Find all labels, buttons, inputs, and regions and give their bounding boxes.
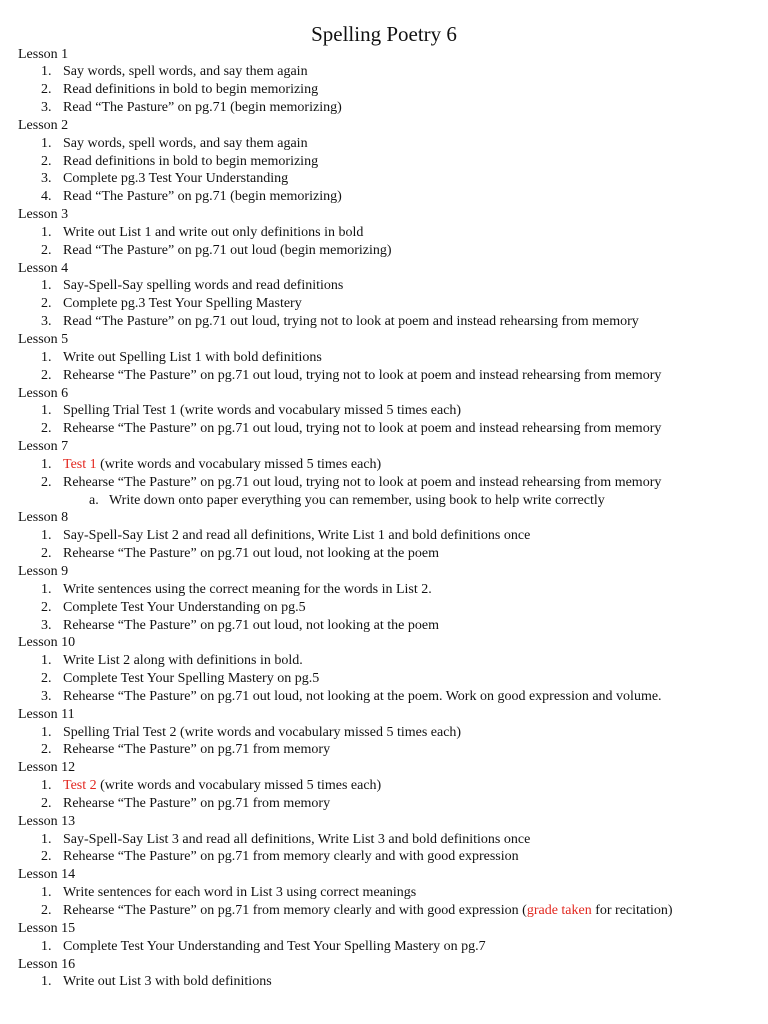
item-number: 1. xyxy=(41,778,52,794)
item-text-segment: Read definitions in bold to begin memorizing xyxy=(63,153,319,169)
lesson-item xyxy=(18,99,763,117)
lesson-heading: Lesson 7 xyxy=(18,439,69,455)
lesson-item xyxy=(18,242,763,260)
lesson-item xyxy=(18,545,763,563)
item-number: 1. xyxy=(41,938,52,954)
subitem-text: Write down onto paper everything you can remember, using book to help write correctly xyxy=(109,492,605,508)
item-text-segment: Rehearse “The Pasture” on pg.71 out loud, not looking at the poem xyxy=(63,546,439,562)
lesson-item xyxy=(18,456,763,474)
lesson-heading: Lesson 16 xyxy=(18,956,76,972)
item-number: 1. xyxy=(41,64,52,80)
item-text xyxy=(63,313,639,331)
item-text xyxy=(63,652,303,670)
lesson-heading: Lesson 11 xyxy=(18,706,75,722)
lesson-item xyxy=(18,474,763,492)
item-text-segment: (write words and vocabulary missed 5 times each) xyxy=(96,778,382,794)
lesson-item xyxy=(18,81,763,99)
item-number: 2. xyxy=(41,795,52,811)
lesson-heading: Lesson 3 xyxy=(18,207,69,223)
item-number: 1. xyxy=(41,278,52,294)
item-text xyxy=(63,295,302,313)
lesson-item xyxy=(18,313,763,331)
lesson-item xyxy=(18,224,763,242)
item-number: 1. xyxy=(41,349,52,365)
item-number: 3. xyxy=(41,314,52,330)
item-text-segment: Spelling Trial Test 1 (write words and vocabulary missed 5 times each) xyxy=(63,403,462,419)
item-text xyxy=(63,777,381,795)
item-text-segment: Read “The Pasture” on pg.71 out loud (begin memorizing) xyxy=(63,242,392,258)
item-number: 1. xyxy=(41,135,52,151)
item-text xyxy=(63,63,308,81)
lesson-subitem xyxy=(18,492,763,510)
item-text-segment: Rehearse “The Pasture” on pg.71 out loud, not looking at the poem xyxy=(63,617,439,633)
item-text-segment: Say-Spell-Say List 2 and read all definitions, Write List 1 and bold definitions once xyxy=(63,528,531,544)
item-text-segment: Rehearse “The Pasture” on pg.71 from memory clearly and with good expression ( xyxy=(63,903,527,918)
item-text-segment: Read “The Pasture” on pg.71 (begin memorizing) xyxy=(63,100,342,116)
item-text xyxy=(63,367,661,385)
lesson-item xyxy=(18,170,763,188)
lesson-item xyxy=(18,973,763,991)
lesson-plan xyxy=(18,46,763,992)
item-text xyxy=(63,902,673,920)
item-text xyxy=(63,170,288,188)
item-number: 2. xyxy=(41,599,52,615)
lesson-heading: Lesson 15 xyxy=(18,920,76,936)
lesson-heading: Lesson 1 xyxy=(18,46,69,62)
item-text-segment: Complete Test Your Understanding on pg.5 xyxy=(63,599,306,615)
document-title: Spelling Poetry 6 xyxy=(311,22,457,46)
lesson-item xyxy=(18,688,763,706)
item-number: 2. xyxy=(41,671,52,687)
item-text xyxy=(63,884,416,902)
item-number: 2. xyxy=(41,546,52,562)
item-text xyxy=(63,402,461,420)
item-number: 1. xyxy=(41,224,52,240)
item-text xyxy=(63,973,272,991)
item-text xyxy=(63,420,661,438)
lesson-item xyxy=(18,848,763,866)
item-number: 1. xyxy=(41,653,52,669)
lesson-item xyxy=(18,367,763,385)
item-number: 1. xyxy=(41,581,52,597)
lesson-heading: Lesson 2 xyxy=(18,117,69,133)
lesson-item xyxy=(18,670,763,688)
item-text xyxy=(63,581,432,599)
subitem-letter: a. xyxy=(89,492,99,508)
item-number: 2. xyxy=(41,367,52,383)
item-number: 4. xyxy=(41,189,52,205)
lesson-heading: Lesson 12 xyxy=(18,760,76,776)
item-text xyxy=(63,688,662,706)
item-text-segment: Rehearse “The Pasture” on pg.71 from memory xyxy=(63,742,331,758)
item-number: 1. xyxy=(41,974,52,990)
highlighted-text: Test 1 xyxy=(63,456,97,472)
item-number: 3. xyxy=(41,100,52,116)
item-text xyxy=(63,224,363,242)
item-number: 1. xyxy=(41,403,52,419)
item-text xyxy=(63,724,461,742)
item-text xyxy=(63,545,439,563)
item-text xyxy=(63,831,530,849)
item-text xyxy=(63,474,661,492)
lesson-item xyxy=(18,63,763,81)
item-text xyxy=(63,188,342,206)
lesson-item xyxy=(18,938,763,956)
item-text xyxy=(63,599,306,617)
item-text xyxy=(63,670,319,688)
lesson-item xyxy=(18,135,763,153)
item-text xyxy=(63,456,381,474)
item-text xyxy=(63,938,486,956)
lesson-item xyxy=(18,277,763,295)
item-number: 2. xyxy=(41,849,52,865)
lesson-item xyxy=(18,402,763,420)
lesson-heading: Lesson 5 xyxy=(18,332,69,347)
lesson-item xyxy=(18,902,763,920)
item-number: 2. xyxy=(41,903,52,918)
lesson-heading: Lesson 13 xyxy=(18,813,76,829)
lesson-item xyxy=(18,652,763,670)
item-text-segment: Rehearse “The Pasture” on pg.71 out loud, trying not to look at poem and instead rehearsing from memory xyxy=(63,367,662,383)
item-number: 1. xyxy=(41,456,52,472)
lesson-item xyxy=(18,599,763,617)
item-text-segment: for recitation) xyxy=(591,903,673,918)
item-text-segment: Write out Spelling List 1 with bold definitions xyxy=(63,349,322,365)
item-text-segment: Rehearse “The Pasture” on pg.71 out loud, not looking at the poem. Work on good expression and volume. xyxy=(63,688,662,704)
lesson-item xyxy=(18,777,763,795)
item-text xyxy=(63,99,342,117)
item-text-segment: Rehearse “The Pasture” on pg.71 out loud, trying not to look at poem and instead rehearsing from memory xyxy=(63,421,662,437)
item-number: 2. xyxy=(41,242,52,258)
item-text-segment: Say-Spell-Say spelling words and read definitions xyxy=(63,278,344,294)
item-text-segment: Say words, spell words, and say them again xyxy=(63,64,308,80)
item-number: 1. xyxy=(41,831,52,847)
item-text xyxy=(63,741,330,759)
lesson-heading: Lesson 6 xyxy=(18,385,69,401)
lesson-heading: Lesson 4 xyxy=(18,260,69,276)
item-text-segment: Rehearse “The Pasture” on pg.71 from memory clearly and with good expression xyxy=(63,849,519,865)
item-number: 1. xyxy=(41,724,52,740)
lesson-item xyxy=(18,741,763,759)
item-number: 2. xyxy=(41,82,52,98)
item-text-segment: Rehearse “The Pasture” on pg.71 out loud, trying not to look at poem and instead rehearsing from memory xyxy=(63,474,662,490)
highlighted-text: grade taken xyxy=(526,903,592,918)
lesson-item xyxy=(18,527,763,545)
lesson-item xyxy=(18,724,763,742)
item-text xyxy=(63,81,318,99)
item-number: 3. xyxy=(41,171,52,187)
item-text-segment: Say words, spell words, and say them again xyxy=(63,135,308,151)
item-number: 2. xyxy=(41,296,52,312)
item-text-segment: Complete Test Your Spelling Mastery on pg.5 xyxy=(63,671,320,687)
item-text-segment: Write List 2 along with definitions in bold. xyxy=(63,653,303,669)
item-number: 3. xyxy=(41,688,52,704)
item-number: 2. xyxy=(41,474,52,490)
lesson-item xyxy=(18,884,763,902)
item-text-segment: Write out List 1 and write out only definitions in bold xyxy=(63,224,364,240)
lesson-heading: Lesson 14 xyxy=(18,867,76,883)
item-text-segment: Write sentences for each word in List 3 using correct meanings xyxy=(63,885,417,901)
lesson-item xyxy=(18,581,763,599)
highlighted-text: Test 2 xyxy=(63,778,97,794)
item-text-segment: Write sentences using the correct meaning for the words in List 2. xyxy=(63,581,432,597)
item-number: 2. xyxy=(41,421,52,437)
item-text xyxy=(63,153,318,171)
lesson-item xyxy=(18,188,763,206)
item-text-segment: Spelling Trial Test 2 (write words and vocabulary missed 5 times each) xyxy=(63,724,462,740)
item-number: 1. xyxy=(41,885,52,901)
lesson-item xyxy=(18,617,763,635)
lesson-item xyxy=(18,153,763,171)
lesson-heading: Lesson 8 xyxy=(18,510,69,526)
item-number: 2. xyxy=(41,742,52,758)
lesson-item xyxy=(18,295,763,313)
item-text-segment: Read “The Pasture” on pg.71 out loud, trying not to look at poem and instead rehearsing from memory xyxy=(63,314,639,330)
lesson-heading: Lesson 10 xyxy=(18,635,76,651)
item-text xyxy=(63,242,392,260)
item-text xyxy=(63,527,530,545)
item-text xyxy=(63,617,439,635)
lesson-item xyxy=(18,795,763,813)
item-text xyxy=(63,135,308,153)
item-text xyxy=(63,349,322,367)
item-text-segment: Say-Spell-Say List 3 and read all definitions, Write List 3 and bold definitions once xyxy=(63,831,531,847)
lesson-item xyxy=(18,420,763,438)
item-text-segment: Rehearse “The Pasture” on pg.71 from memory xyxy=(63,795,331,811)
item-text-segment: Read definitions in bold to begin memorizing xyxy=(63,82,319,98)
item-text-segment: (write words and vocabulary missed 5 times each) xyxy=(96,456,382,472)
item-text-segment: Complete pg.3 Test Your Understanding xyxy=(63,171,289,187)
item-text-segment: Read “The Pasture” on pg.71 (begin memorizing) xyxy=(63,189,342,205)
lesson-item xyxy=(18,349,763,367)
item-number: 3. xyxy=(41,617,52,633)
item-text xyxy=(63,795,330,813)
item-text xyxy=(63,277,343,295)
lesson-item xyxy=(18,831,763,849)
item-number: 2. xyxy=(41,153,52,169)
item-text-segment: Write out List 3 with bold definitions xyxy=(63,974,272,990)
item-text xyxy=(63,848,519,866)
item-text-segment: Complete pg.3 Test Your Spelling Mastery xyxy=(63,296,302,312)
lesson-heading: Lesson 9 xyxy=(18,563,69,579)
item-number: 1. xyxy=(41,528,52,544)
item-text-segment: Complete Test Your Understanding and Test Your Spelling Mastery on pg.7 xyxy=(63,938,486,954)
